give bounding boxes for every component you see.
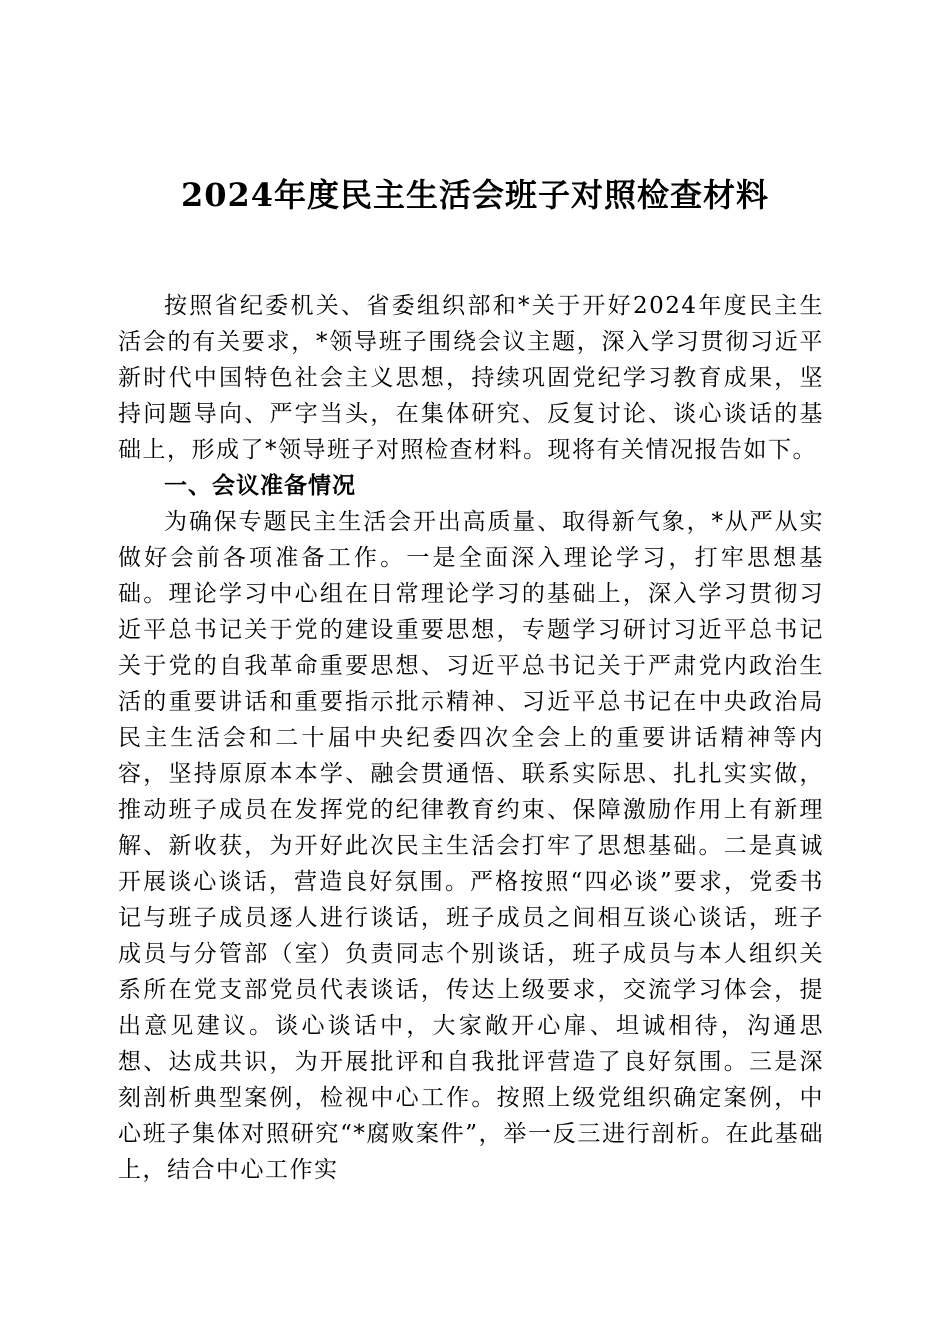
- preparation-paragraph: 为确保专题民主生活会开出高质量、取得新气象，*从严从实做好会前各项准备工作。一是全面深入理论学习，打牢思想基础。理论学习中心组在日常理论学习的基础上，深入学习贯彻习近平总书记关于党的建设重要思想，专题学习研讨习近平总书记关于党的自我革命重要思想、习近平总书记关于严肃党内政治生活的重要讲话和重要指示批示精神、习近平总书记在中央政治局民主生活会和二十届中央纪委四次全会上的重要讲话精神等内容，坚持原原本本学、融会贯通悟、联系实际思、扎扎实实做，推动班子成员在发挥党的纪律教育约束、保障激励作用上有新理解、新收获，为开好此次民主生活会打牢了思想基础。二是真诚开展谈心谈话，营造良好氛围。严格按照“四必谈”要求，党委书记与班子成员逐人进行谈话，班子成员之间相互谈心谈话，班子成员与分管部（室）负责同志个别谈话，班子成员与本人组织关系所在党支部党员代表谈话，传达上级要求，交流学习体会，提出意见建议。谈心谈话中，大家敞开心扉、坦诚相待，沟通思想、达成共识，为开展批评和自我批评营造了良好氛围。三是深刻剖析典型案例，检视中心工作。按照上级党组织确定案例，中心班子集体对照研究“*腐败案件”，举一反三进行剖析。在此基础上，结合中心工作实: [118, 509, 824, 1183]
- document-body: [118, 288, 824, 1188]
- intro-paragraph: 按照省纪委机关、省委组织部和*关于开好2024年度民主生活会的有关要求，*领导班子围绕会议主题，深入学习贯彻习近平新时代中国特色社会主义思想，持续巩固党纪学习教育成果，坚持问题导向、严字当头，在集体研究、反复讨论、谈心谈话的基础上，形成了*领导班子对照检查材料。现将有关情况报告如下。: [118, 293, 824, 463]
- document-title: 2024年度民主生活会班子对照检查材料: [180, 176, 770, 214]
- section-heading-meeting-preparation: 一、会议准备情况: [164, 473, 356, 499]
